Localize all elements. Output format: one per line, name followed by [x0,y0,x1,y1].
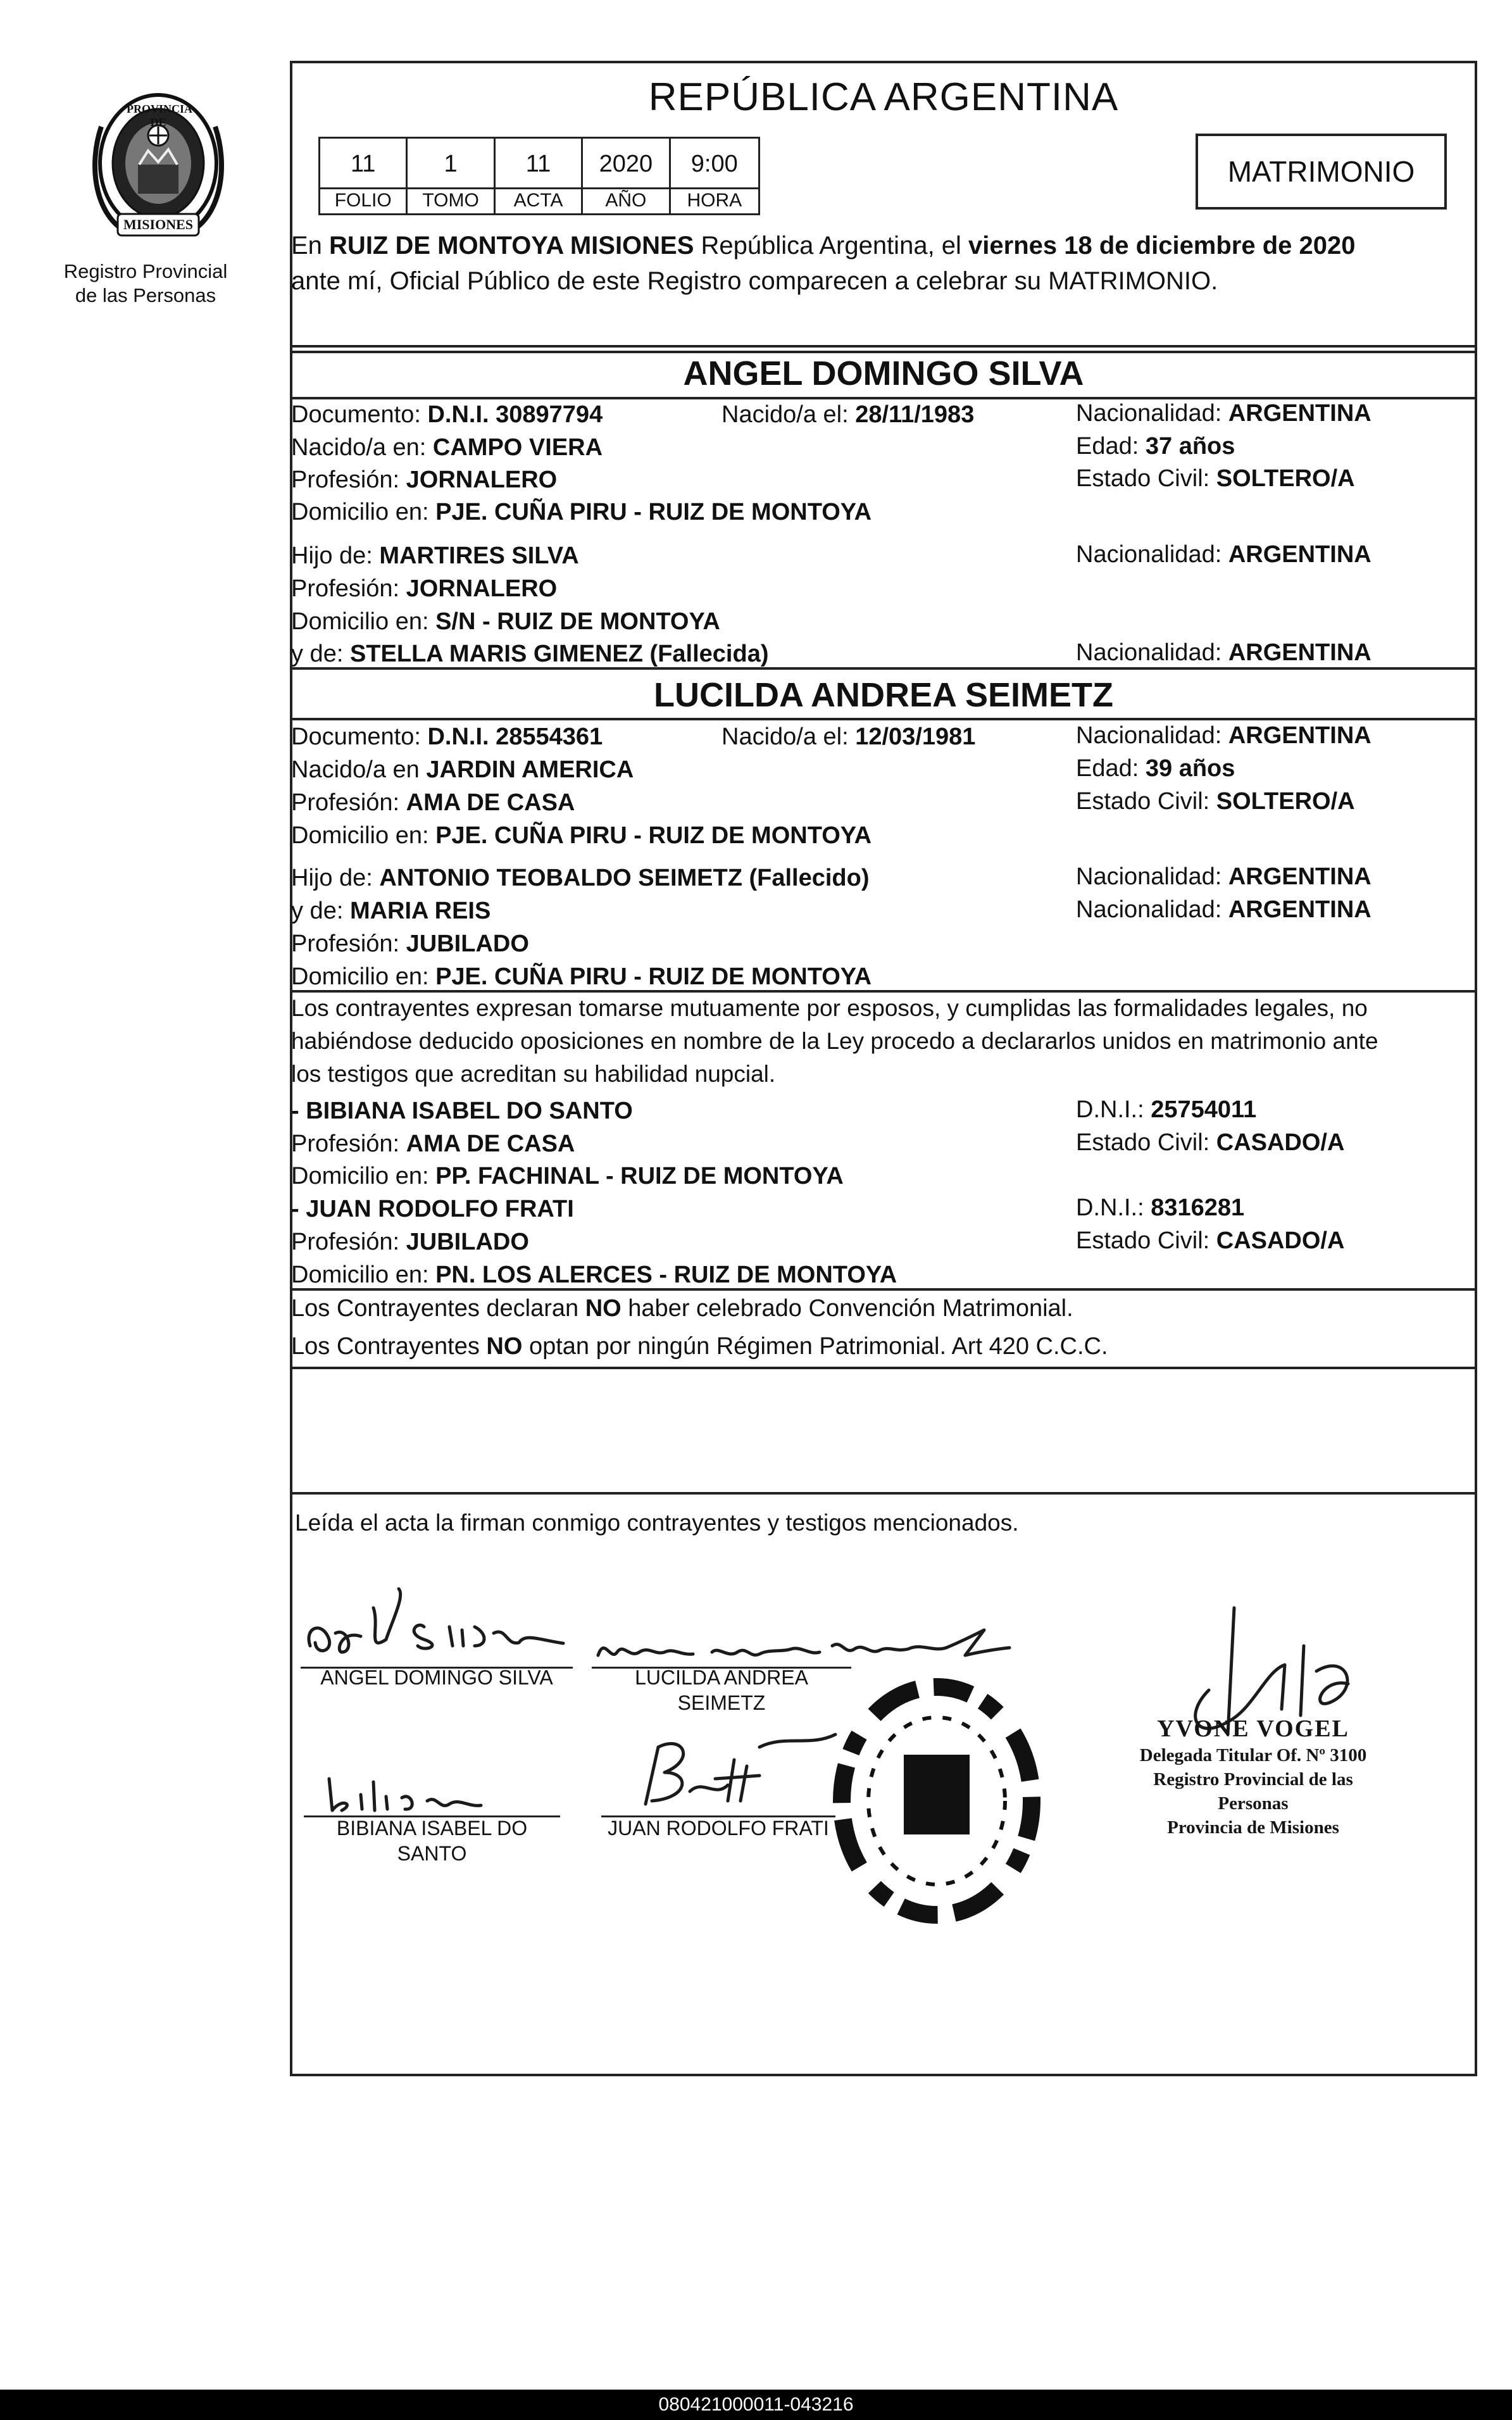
spouse1-mother-nationality: Nacionalidad: ARGENTINA [1076,639,1371,666]
spouse2-father-nationality: Nacionalidad: ARGENTINA [1076,863,1371,890]
declaration-line1: Los contrayentes expresan tomarse mutuamente por esposos, y cumplidas las formalidades legales, no [291,995,1368,1021]
spouse1-father-profession: Profesión: JORNALERO [291,575,558,602]
spouse1-document: Documento: D.N.I. 30897794 [291,401,603,428]
spouse2-father: Hijo de: ANTONIO TEOBALDO SEIMETZ (Fallecido) [291,865,870,891]
witness1-profession: Profesión: AMA DE CASA [291,1131,575,1157]
signature-label-bibiana: BIBIANA ISABEL DO SANTO [336,1817,528,1865]
witness1-address: Domicilio en: PP. FACHINAL - RUIZ DE MONTOYA [291,1163,844,1189]
intro-date: viernes 18 de diciembre de 2020 [968,232,1356,260]
intro-line1: En RUIZ DE MONTOYA MISIONES República Argentina, el viernes 18 de diciembre de 2020 [291,232,1356,260]
spouse1-father-address: Domicilio en: S/N - RUIZ DE MONTOYA [291,608,720,635]
spouse2-mother-nationality: Nacionalidad: ARGENTINA [1076,896,1371,923]
intro-place: RUIZ DE MONTOYA MISIONES [329,232,694,260]
hora-label: HORA [687,190,742,211]
seal-text-top: PROVINCIA DE [127,103,193,129]
anio-label: AÑO [583,189,670,213]
spouse1-birthdate: Nacido/a el: 28/11/1983 [722,401,975,428]
record-index-grid [318,137,760,215]
official-registry: Registro Provincial de las Personas [1153,1769,1353,1814]
spouse2-profession: Profesión: AMA DE CASA [291,789,575,816]
spouse1-civil-status: Estado Civil: SOLTERO/A [1076,465,1355,492]
spouse2-nationality: Nacionalidad: ARGENTINA [1076,722,1371,749]
spouse2-name: LUCILDA ANDREA SEIMETZ [654,676,1113,714]
declaration-line3: los testigos que acreditan su habilidad nupcial. [291,1061,776,1087]
tomo-value: 1 [408,139,495,189]
doc-type-badge: MATRIMONIO [1196,134,1447,210]
signature-label-lucilda: LUCILDA ANDREA SEIMETZ [635,1666,808,1714]
anio-value: 2020 [583,139,670,189]
spouse1-mother: y de: STELLA MARIS GIMENEZ (Fallecida) [291,641,769,667]
spouse1-nationality: Nacionalidad: ARGENTINA [1076,400,1371,427]
acta-label: ACTA [496,189,583,213]
divider [290,1367,1477,1369]
regime-line2: Los Contrayentes NO optan por ningún Régimen Patrimonial. Art 420 C.C.C. [291,1333,1108,1360]
signature-angel [297,1583,582,1671]
witness2-dni: D.N.I.: 8316281 [1076,1194,1245,1221]
spouse2-birthdate: Nacido/a el: 12/03/1981 [722,724,976,750]
spouse1-father: Hijo de: MARTIRES SILVA [291,542,579,569]
witness2-profession: Profesión: JUBILADO [291,1229,529,1255]
divider [290,1288,1477,1291]
signature-label-angel: ANGEL DOMINGO SILVA [320,1666,553,1689]
signature-juan [608,1722,848,1823]
acta-value: 11 [496,139,583,189]
divider [290,990,1477,993]
spouse2-age: Edad: 39 años [1076,755,1235,782]
tomo-label: TOMO [408,189,495,213]
spouse2-mother-profession: Profesión: JUBILADO [291,931,529,957]
official-stamp-text [1120,1714,1386,1840]
spouse1-address: Domicilio en: PJE. CUÑA PIRU - RUIZ DE MONTOYA [291,499,872,525]
witness2-name: - JUAN RODOLFO FRATI [291,1196,574,1222]
official-title: Delegada Titular Of. Nº 3100 [1139,1745,1367,1765]
spouse1-name: ANGEL DOMINGO SILVA [683,354,1084,392]
witness1-civil-status: Estado Civil: CASADO/A [1076,1129,1345,1156]
folio-label: FOLIO [320,189,408,213]
document-code: 080421000011-043216 [0,2390,1512,2420]
spouse2-birthplace: Nacido/a en JARDIN AMERICA [291,756,634,783]
spouse2-mother-address: Domicilio en: PJE. CUÑA PIRU - RUIZ DE MONTOYA [291,963,872,990]
hora-value: 9:00 [671,139,758,189]
signature-label-juan: JUAN RODOLFO FRATI [608,1817,829,1840]
spouse2-mother: y de: MARIA REIS [291,898,491,924]
spouse1-profession: Profesión: JORNALERO [291,467,558,493]
spouse1-father-nationality: Nacionalidad: ARGENTINA [1076,541,1371,568]
witness2-civil-status: Estado Civil: CASADO/A [1076,1227,1345,1254]
divider [290,667,1477,670]
divider [290,345,1477,348]
witness1-name: - BIBIANA ISABEL DO SANTO [291,1098,633,1124]
office-stamp [823,1671,1051,1931]
registry-label [51,260,241,308]
folio-value: 11 [320,139,408,189]
registry-label-line2: de las Personas [75,284,216,306]
regime-line1: Los Contrayentes declaran NO haber celebrado Convención Matrimonial. [291,1295,1073,1322]
spouse1-birthplace: Nacido/a en: CAMPO VIERA [291,434,603,461]
spouse2-civil-status: Estado Civil: SOLTERO/A [1076,788,1355,815]
witness2-address: Domicilio en: PN. LOS ALERCES - RUIZ DE MONTOYA [291,1262,897,1288]
declaration-line2: habiéndose deducido oposiciones en nombre de la Ley procedo a declararlos unidos en matrimonio ante [291,1028,1378,1054]
seal-text-bottom: MISIONES [123,216,194,232]
spouse2-address: Domicilio en: PJE. CUÑA PIRU - RUIZ DE MONTOYA [291,822,872,849]
registry-seal [82,89,234,253]
spouse1-age: Edad: 37 años [1076,433,1235,460]
witness1-dni: D.N.I.: 25754011 [1076,1096,1257,1123]
divider [290,1492,1477,1495]
intro-line2: ante mí, Oficial Público de este Registro comparecen a celebrar su MATRIMONIO. [291,267,1218,295]
closing-statement: Leída el acta la firman conmigo contrayentes y testigos mencionados. [295,1510,1019,1536]
official-province: Provincia de Misiones [1167,1817,1339,1838]
registry-label-line1: Registro Provincial [63,260,228,282]
page-title: REPÚBLICA ARGENTINA [648,75,1119,119]
spouse2-document: Documento: D.N.I. 28554361 [291,724,603,750]
official-name: YVONE VOGEL [1157,1715,1349,1742]
